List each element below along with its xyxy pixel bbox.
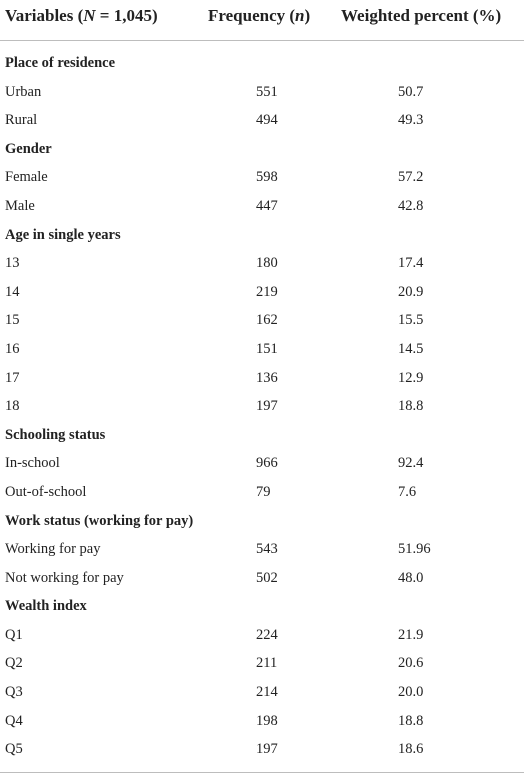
table-row [0,105,524,134]
table-row [0,534,524,563]
weighted-percent-cell: 20.0 [398,684,424,701]
frequency-cell: 598 [256,169,278,186]
frequency-cell: 180 [256,255,278,272]
table-row [0,734,524,763]
bottom-rule [0,772,524,773]
row-label: Rural [5,112,38,129]
row-label: In-school [5,455,60,472]
weighted-percent-cell: 92.4 [398,455,424,472]
row-label: Urban [5,83,42,100]
weighted-percent-cell: 12.9 [398,369,424,386]
weighted-percent-cell: 57.2 [398,169,424,186]
table-row [0,706,524,735]
header-n-symbol: N [83,6,96,25]
row-label: Q4 [5,712,23,729]
section-row [0,134,524,163]
section-label: Gender [5,140,52,157]
table-row [0,448,524,477]
header-frequency-symbol: n [295,6,305,25]
frequency-cell: 502 [256,569,278,586]
table-row [0,563,524,592]
row-label: 18 [5,398,20,415]
frequency-cell: 79 [256,483,271,500]
header-frequency-suffix: ) [304,6,311,25]
weighted-percent-cell: 18.8 [398,712,424,729]
frequency-cell: 543 [256,541,278,558]
header-variables-suffix: = 1,045) [95,6,158,25]
row-label: 17 [5,369,20,386]
header-frequency-prefix: Frequency ( [208,6,296,25]
weighted-percent-cell: 20.6 [398,655,424,672]
row-label: Out-of-school [5,483,87,500]
section-row [0,420,524,449]
frequency-cell: 214 [256,684,278,701]
row-label: Q2 [5,655,23,672]
header-variables [5,6,158,26]
header-gap [0,41,524,48]
weighted-percent-cell: 18.8 [398,398,424,415]
section-row [0,591,524,620]
table-row [0,620,524,649]
frequency-cell: 224 [256,626,278,643]
row-label: Q1 [5,626,23,643]
section-label: Age in single years [5,226,121,243]
row-label: Working for pay [5,541,101,558]
section-row [0,48,524,77]
frequency-cell: 447 [256,197,278,214]
frequency-cell: 219 [256,283,278,300]
table-row [0,391,524,420]
weighted-percent-cell: 17.4 [398,255,424,272]
table-row [0,248,524,277]
table-row [0,363,524,392]
weighted-percent-cell: 49.3 [398,112,424,129]
table-row [0,191,524,220]
frequency-cell: 966 [256,455,278,472]
weighted-percent-cell: 21.9 [398,626,424,643]
table-row [0,162,524,191]
section-label: Schooling status [5,426,106,443]
section-row [0,506,524,535]
header-weighted-percent: Weighted percent (%) [341,6,502,25]
weighted-percent-cell: 51.96 [398,541,431,558]
table-row [0,648,524,677]
table-body [0,48,524,763]
table-row [0,677,524,706]
frequency-cell: 151 [256,340,278,357]
weighted-percent-cell: 7.6 [398,483,417,500]
weighted-percent-cell: 42.8 [398,197,424,214]
row-label: 14 [5,283,20,300]
weighted-percent-cell: 48.0 [398,569,424,586]
table-row [0,77,524,106]
frequency-cell: 198 [256,712,278,729]
row-label: Not working for pay [5,569,124,586]
header-frequency [208,6,310,26]
row-label: 13 [5,255,20,272]
frequency-cell: 211 [256,655,278,672]
row-label: Male [5,197,35,214]
frequency-cell: 494 [256,112,278,129]
table-header [0,0,524,41]
frequency-cell: 136 [256,369,278,386]
header-variables-prefix: Variables ( [5,6,84,25]
section-row [0,220,524,249]
frequency-cell: 197 [256,398,278,415]
frequency-cell: 197 [256,741,278,758]
row-label: Q5 [5,741,23,758]
section-label: Work status (working for pay) [5,512,194,529]
weighted-percent-cell: 20.9 [398,283,424,300]
section-label: Place of residence [5,55,116,71]
section-label: Wealth index [5,598,87,615]
row-label: 15 [5,312,20,329]
weighted-percent-cell: 15.5 [398,312,424,329]
table-row [0,305,524,334]
table-row [0,334,524,363]
table-row [0,277,524,306]
frequency-cell: 551 [256,83,278,100]
row-label: Q3 [5,684,23,701]
weighted-percent-cell: 14.5 [398,340,424,357]
row-label: 16 [5,340,20,357]
weighted-percent-cell: 50.7 [398,83,424,100]
row-label: Female [5,169,48,186]
frequency-cell: 162 [256,312,278,329]
table-row [0,477,524,506]
weighted-percent-cell: 18.6 [398,741,424,758]
